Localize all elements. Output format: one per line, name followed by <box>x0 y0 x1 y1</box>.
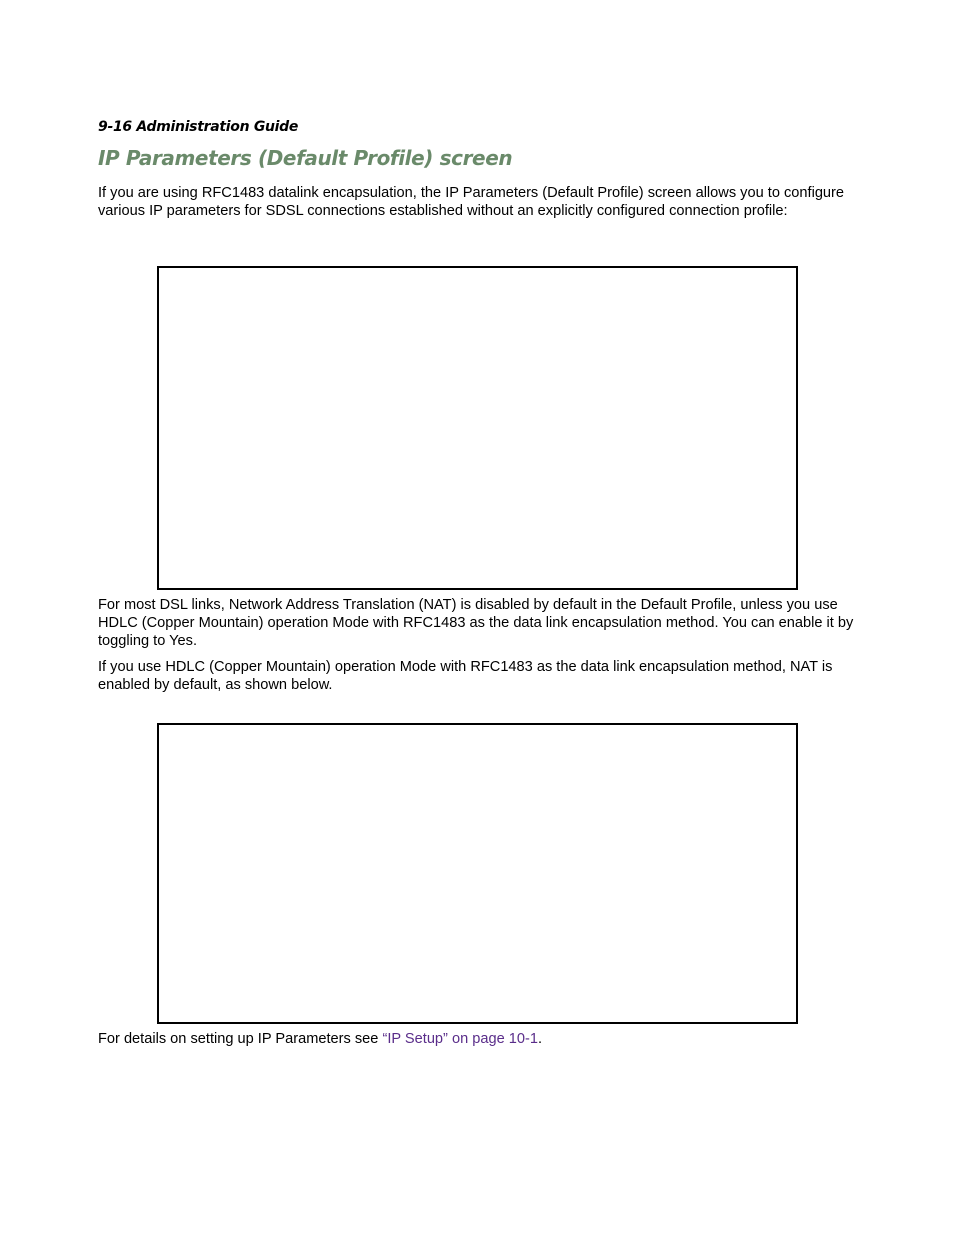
details-suffix: . <box>537 1031 543 1047</box>
intro-paragraph: If you are using RFC1483 datalink encapsulation, the IP Parameters (Default Profile) screen allows you to configure various IP parameters for SDSL connections established without an explicitly configured connection profile: <box>98 185 845 219</box>
running-header: 9-16 Administration Guide <box>98 119 299 135</box>
section-title: IP Parameters (Default Profile) screen <box>98 146 513 170</box>
nat-default-paragraph: For most DSL links, Network Address Translation (NAT) is disabled by default in the Default Profile, unless you use HDLC (Copper Mountain) operation Mode with RFC1483 as the data link encapsulation method. You can enable it by toggling to Yes. <box>98 597 854 649</box>
screen-figure-default-profile <box>157 266 798 590</box>
screen-figure-nat-enabled <box>157 723 798 1024</box>
nat-hdlc-paragraph: If you use HDLC (Copper Mountain) operation Mode with RFC1483 as the data link encapsulation method, NAT is enabled by default, as shown below. <box>98 659 833 693</box>
ip-setup-cross-reference-link[interactable]: “IP Setup” on page 10-1 <box>382 1031 538 1047</box>
details-prefix: For details on setting up IP Parameters see <box>98 1031 383 1047</box>
details-paragraph <box>98 1031 858 1049</box>
